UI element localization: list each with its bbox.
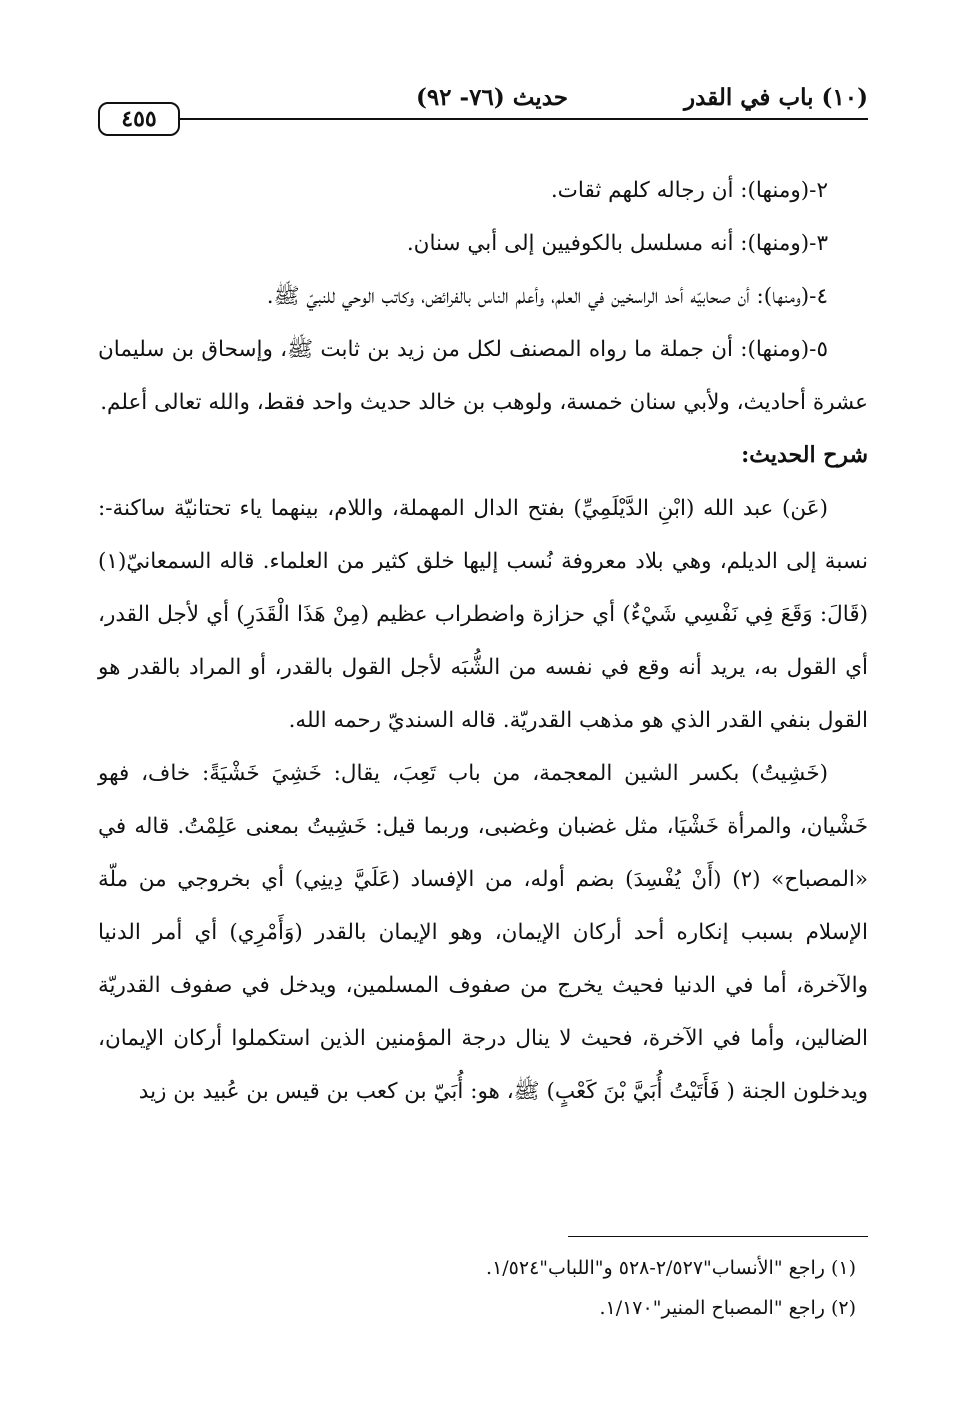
paragraph: (عَن) عبد الله (ابْنِ الدَّيْلَمِيِّ) بفتح الدال المهملة، واللام، بينهما ياء تحتانيّة ساكنة-: نسبة إلى الديلم، وهي بلاد معروفة نُسب إليها خلق كثير من العلماء. قاله السمعانيّ(١) (قَالَ: وَقَعَ فِي نَفْسِي شَيْءٌ) أي حزازة واضطراب عظيم (مِنْ هَذَا الْقَدَرِ) أي لأجل القدر، أي القول به، يريد أنه وقع في نفسه من الشُّبَه لأجل القول بالقدر، أو المراد بالقدر هو القول بنفي القدر الذي هو مذهب القدريّة. قاله السنديّ رحمه الله. <box>98 496 868 733</box>
chapter-title: (١٠) باب في القدر <box>684 84 868 111</box>
footnote: (٢) راجع "المصباح المنير"١/١٧٠. <box>599 1297 856 1319</box>
list-item: ٤-(ومنها): أن صحابيّه أحد الراسخين في العلم، وأعلم الناس بالفرائض، وكاتب الوحي للنبيّ ﷺ. <box>266 284 828 309</box>
list-item: ٥-(ومنها): أن جملة ما رواه المصنف لكل من زيد بن ثابت ﷺ، وإسحاق بن سليمان عشرة أحاديث، ولأبي سنان خمسة، ولوهب بن خالد حديث واحد فقط، والله تعالى أعلم. <box>98 337 868 415</box>
list-item: ٢-(ومنها): أن رجاله كلهم ثقات. <box>550 178 828 203</box>
footnotes <box>98 1248 868 1328</box>
running-header <box>98 78 868 132</box>
paragraph: (خَشِيتُ) بكسر الشين المعجمة، من باب تَعِبَ، يقال: خَشِيَ خَشْيَةً: خاف، فهو خَشْيان، والمرأة خَشْيَا، مثل غضبان وغضبى، وربما قيل: خَشِيتُ بمعنى عَلِمْتُ. قاله في «المصباح» (٢) (أَنْ يُفْسِدَ) بضم أوله، من الإفساد (عَلَيَّ دِينِي) أي بخروجي من ملّة الإسلام بسبب إنكاره أحد أركان الإيمان، وهو الإيمان بالقدر (وَأَمْرِي) أي أمر الدنيا والآخرة، أما في الدنيا فحيث يخرج من صفوف المسلمين، ويدخل في صفوف القدريّة الضالين، وأما في الآخرة، فحيث لا ينال درجة المؤمنين الذين استكملوا أركان الإيمان، ويدخلون الجنة ( فَأَتَيْتُ أُبَيَّ بْنَ كَعْبٍ) ﷺ، هو: أُبَيّ بن كعب بن قيس بن عُبيد بن زيد <box>98 761 868 1104</box>
section-heading: شرح الحديث: <box>741 442 868 468</box>
book-page <box>98 78 868 1338</box>
footnote-rule <box>568 1236 868 1237</box>
page-number: ٤٥٥ <box>98 102 180 136</box>
list-item: ٣-(ومنها): أنه مسلسل بالكوفيين إلى أبي سنان. <box>406 231 828 256</box>
header-rule <box>176 118 868 120</box>
page-body <box>98 164 868 1118</box>
hadith-range: حديث (٧٦- ٩٢) <box>415 84 568 111</box>
footnote: (١) راجع "الأنساب"٢/٥٢٧-٥٢٨ و"اللباب"١/٥٢٤. <box>486 1257 856 1279</box>
